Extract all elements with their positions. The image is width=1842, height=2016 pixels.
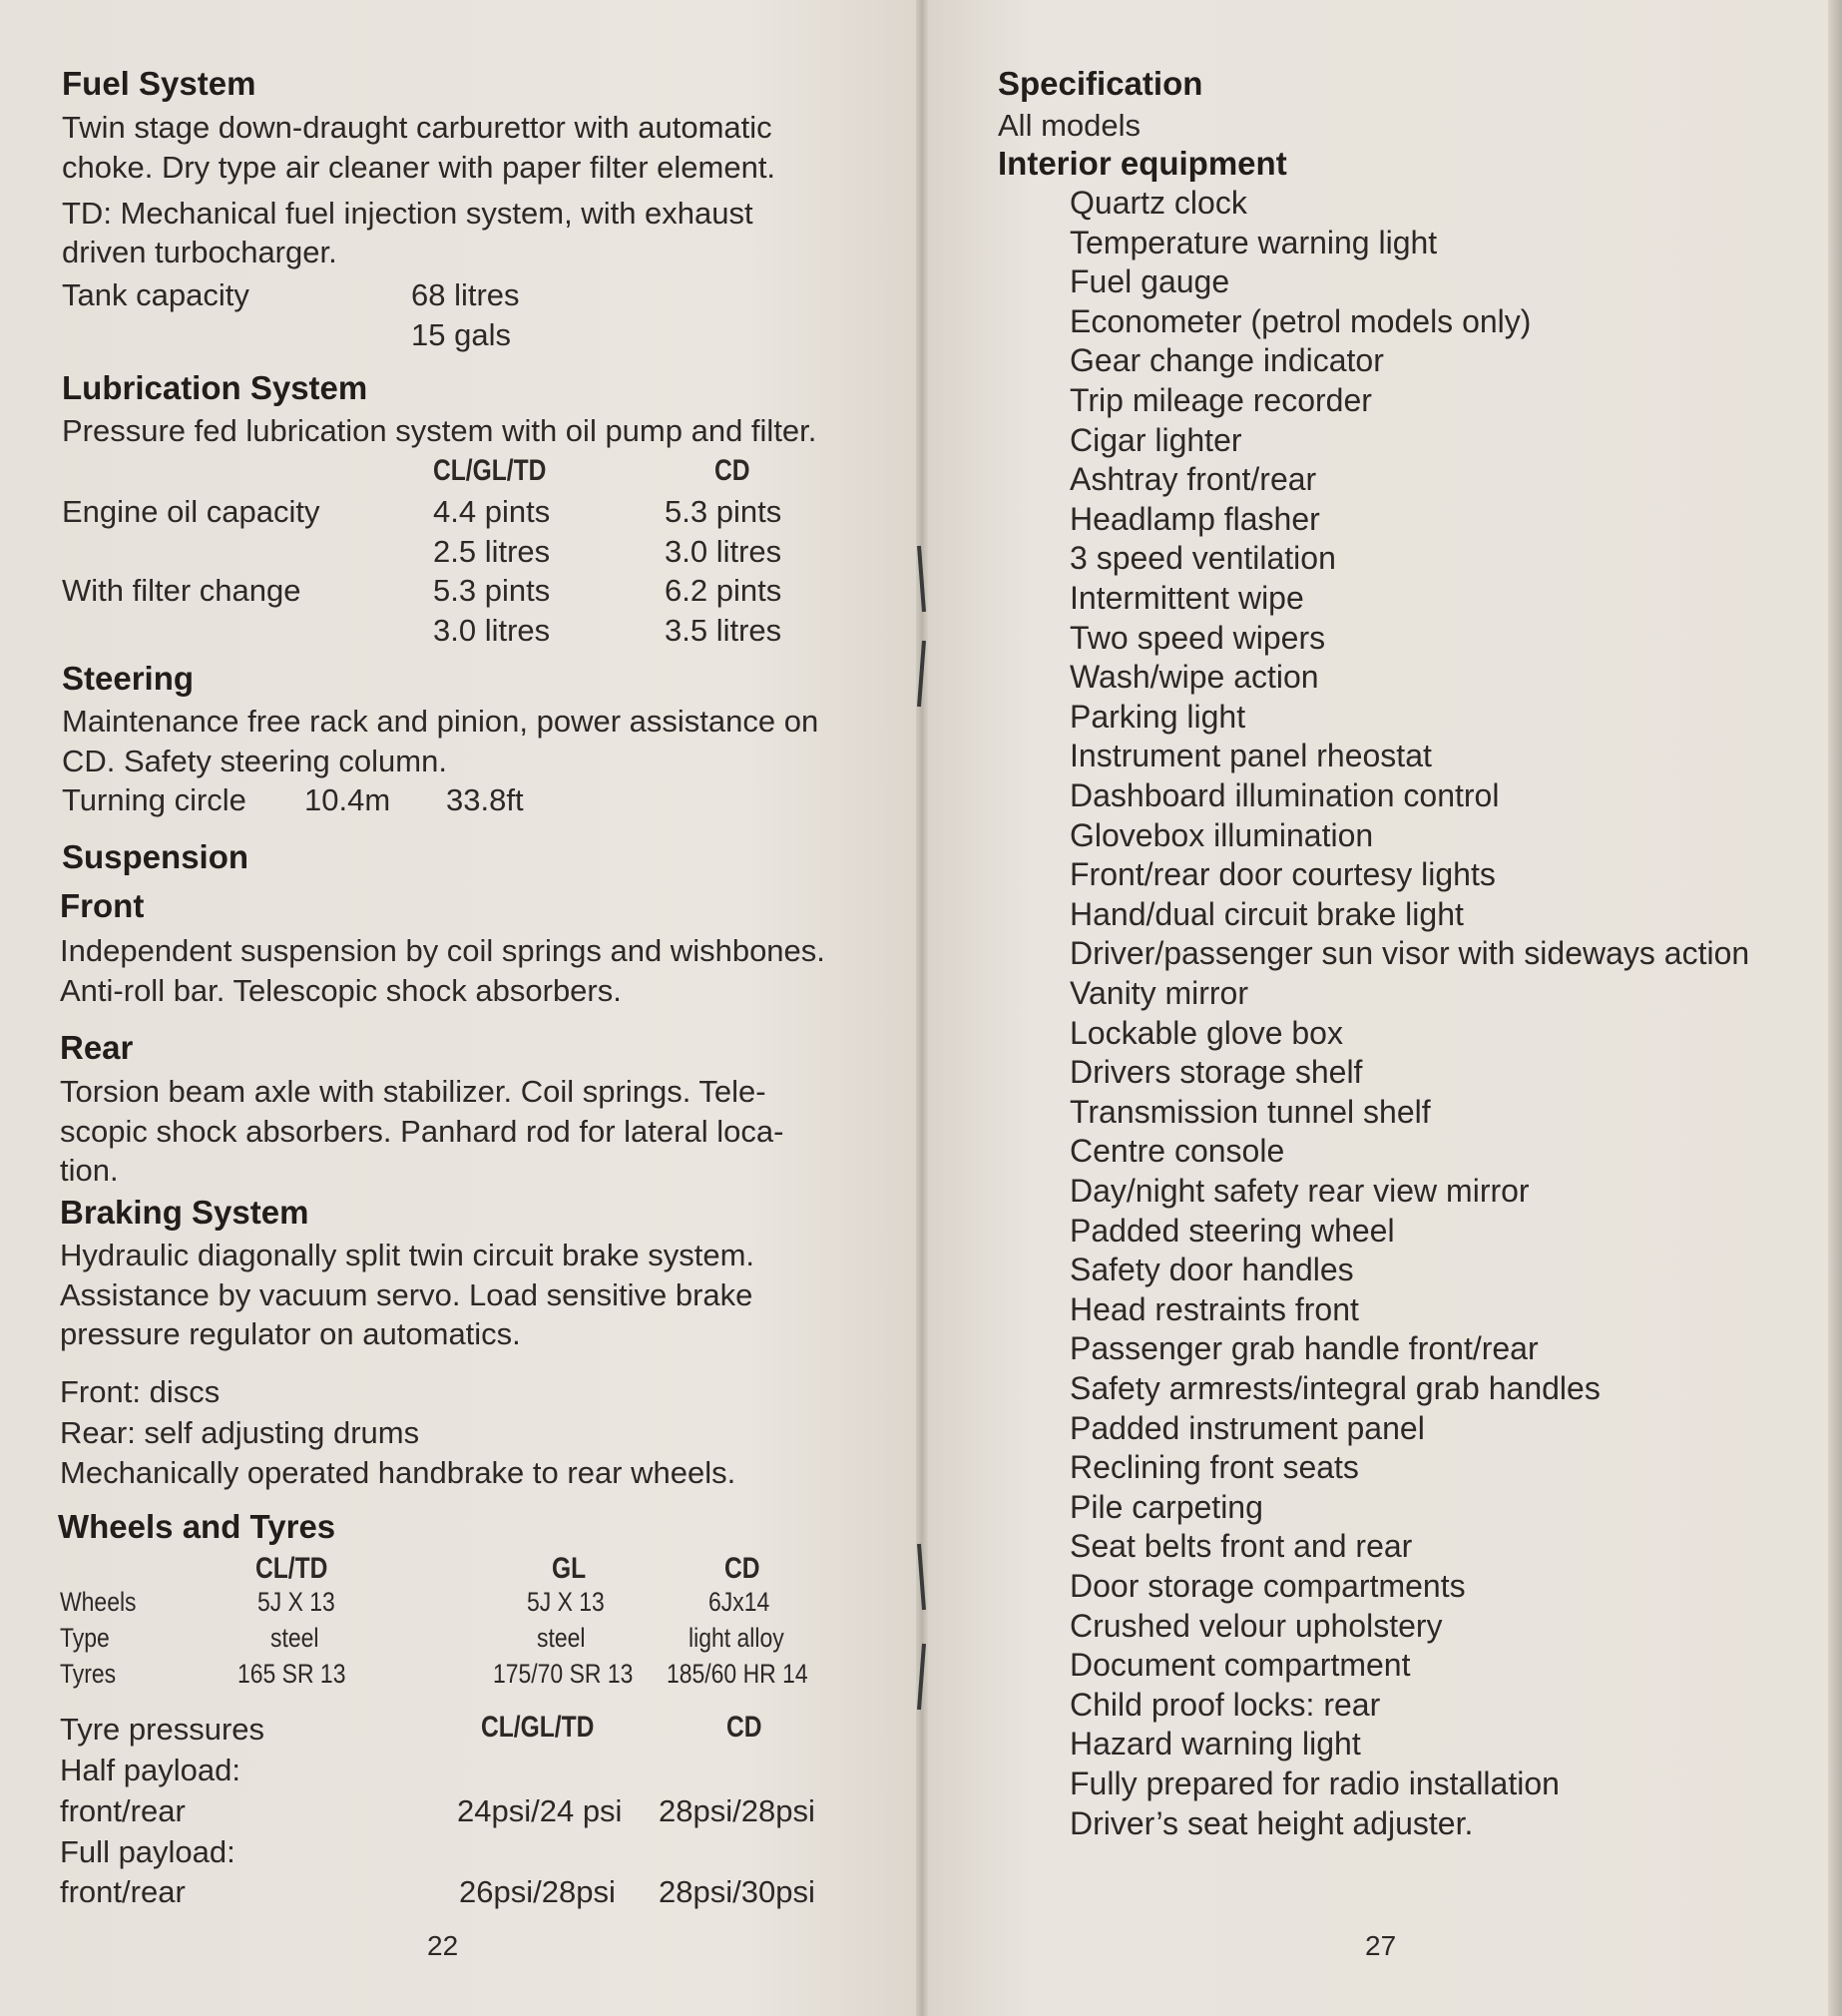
all-models-label: All models — [998, 108, 1141, 143]
engine-oil-b2: 3.0 litres — [665, 534, 782, 569]
equipment-list-item: Crushed velour upholstery — [1070, 1607, 1443, 1644]
equipment-list-item: Driver’s seat height adjuster. — [1070, 1804, 1474, 1841]
equipment-list-item: Temperature warning light — [1070, 224, 1438, 260]
equipment-list-item: Pile carpeting — [1070, 1488, 1263, 1525]
tank-capacity-gals: 15 gals — [411, 317, 511, 352]
lubrication-col-cd: CD — [714, 454, 750, 487]
type-row-label: Type — [60, 1623, 110, 1653]
equipment-list-item: Centre console — [1070, 1133, 1285, 1170]
suspension-rear-heading: Rear — [60, 1029, 134, 1066]
steering-line-1: Maintenance free rack and pinion, power assistance on — [62, 704, 819, 739]
wheels-col-cd: CD — [724, 1552, 760, 1585]
equipment-list-item: Safety armrests/integral grab handles — [1070, 1370, 1601, 1406]
equipment-list-item: Padded instrument panel — [1070, 1409, 1425, 1446]
engine-oil-a2: 2.5 litres — [433, 534, 551, 569]
braking-line-3: pressure regulator on automatics. — [60, 1316, 521, 1351]
staple — [916, 1542, 926, 1612]
fuel-line-4: driven turbocharger. — [62, 235, 337, 269]
half-payload-cd: 28psi/28psi — [659, 1793, 815, 1828]
equipment-list-item: Vanity mirror — [1070, 975, 1248, 1011]
interior-equipment-heading: Interior equipment — [998, 145, 1287, 182]
equipment-list-item: Transmission tunnel shelf — [1070, 1093, 1431, 1130]
equipment-list-item: Door storage compartments — [1070, 1568, 1466, 1604]
filter-change-a1: 5.3 pints — [433, 573, 551, 608]
tyres-row-label: Tyres — [60, 1659, 117, 1689]
fuel-line-2: choke. Dry type air cleaner with paper filter element. — [62, 150, 776, 185]
fuel-line-3: TD: Mechanical fuel injection system, with exhaust — [62, 196, 753, 231]
engine-oil-b1: 5.3 pints — [665, 494, 782, 529]
equipment-list-item: Safety door handles — [1070, 1252, 1354, 1288]
engine-oil-label: Engine oil capacity — [62, 494, 320, 529]
tyre-pressures-label: Tyre pressures — [60, 1712, 265, 1747]
rear-line-3: tion. — [60, 1153, 119, 1188]
equipment-list-item: Headlamp flasher — [1070, 500, 1320, 537]
steering-heading: Steering — [62, 660, 195, 697]
wheels-col-cltd: CL/TD — [255, 1552, 328, 1585]
tyres-cd-value: 185/60 HR 14 — [667, 1659, 808, 1689]
fuel-heading: Fuel System — [62, 65, 256, 102]
equipment-list-item: Two speed wipers — [1070, 619, 1326, 656]
tank-capacity-litres: 68 litres — [411, 277, 520, 312]
turning-circle-ft: 33.8ft — [446, 782, 524, 817]
equipment-list-item: Lockable glove box — [1070, 1014, 1343, 1051]
engine-oil-a1: 4.4 pints — [433, 494, 551, 529]
type-gl-value: steel — [537, 1623, 586, 1653]
front-line-2: Anti-roll bar. Telescopic shock absorbers. — [60, 973, 622, 1008]
equipment-list-item: Econometer (petrol models only) — [1070, 302, 1532, 339]
page-number-right: 27 — [1365, 1930, 1397, 1961]
equipment-list-item: Intermittent wipe — [1070, 580, 1304, 616]
wheels-cltd-value: 5J X 13 — [257, 1587, 335, 1617]
suspension-heading: Suspension — [62, 838, 249, 875]
filter-change-label: With filter change — [62, 573, 301, 608]
tank-capacity-label: Tank capacity — [62, 277, 249, 312]
braking-front: Front: discs — [60, 1374, 221, 1409]
filter-change-a2: 3.0 litres — [433, 613, 551, 648]
filter-change-b1: 6.2 pints — [665, 573, 782, 608]
rear-line-2: scopic shock absorbers. Panhard rod for lateral loca- — [60, 1114, 784, 1149]
rear-line-1: Torsion beam axle with stabilizer. Coil springs. Tele- — [60, 1074, 766, 1109]
wheels-heading: Wheels and Tyres — [58, 1508, 336, 1545]
braking-heading: Braking System — [60, 1194, 309, 1231]
equipment-list-item: Front/rear door courtesy lights — [1070, 856, 1496, 893]
turning-circle-m: 10.4m — [304, 782, 391, 817]
equipment-list-item: Head restraints front — [1070, 1290, 1359, 1327]
page-number-left: 22 — [427, 1930, 459, 1961]
type-cltd-value: steel — [270, 1623, 319, 1653]
booklet-gutter — [916, 0, 928, 2016]
equipment-list-item: Trip mileage recorder — [1070, 382, 1372, 418]
equipment-list-item: 3 speed ventilation — [1070, 540, 1336, 577]
tyres-cltd-value: 165 SR 13 — [237, 1659, 346, 1689]
staple — [916, 544, 926, 614]
wheels-gl-value: 5J X 13 — [527, 1587, 605, 1617]
equipment-list-item: Hand/dual circuit brake light — [1070, 895, 1464, 932]
steering-line-2: CD. Safety steering column. — [62, 744, 447, 778]
braking-line-2: Assistance by vacuum servo. Load sensitive brake — [60, 1277, 753, 1312]
equipment-list-item: Padded steering wheel — [1070, 1212, 1395, 1249]
tyres-gl-value: 175/70 SR 13 — [493, 1659, 634, 1689]
full-payload-cd: 28psi/30psi — [659, 1874, 815, 1909]
full-payload-label: Full payload: — [60, 1834, 235, 1869]
wheels-cd-value: 6Jx14 — [708, 1587, 770, 1617]
equipment-list-item: Gear change indicator — [1070, 342, 1384, 379]
pressure-col-cd: CD — [726, 1711, 762, 1744]
page-edge — [1828, 0, 1842, 2016]
turning-circle-label: Turning circle — [62, 782, 246, 817]
equipment-list-item: Ashtray front/rear — [1070, 461, 1317, 498]
staple — [916, 1642, 926, 1712]
half-payload-front-rear: front/rear — [60, 1793, 186, 1828]
equipment-list-item: Hazard warning light — [1070, 1726, 1361, 1763]
equipment-list-item: Child proof locks: rear — [1070, 1686, 1381, 1723]
equipment-list-item: Glovebox illumination — [1070, 816, 1374, 853]
filter-change-b2: 3.5 litres — [665, 613, 782, 648]
equipment-list-item: Fuel gauge — [1070, 263, 1230, 300]
equipment-list-item: Cigar lighter — [1070, 421, 1242, 458]
equipment-list-item: Dashboard illumination control — [1070, 777, 1500, 813]
front-line-1: Independent suspension by coil springs and wishbones. — [60, 933, 825, 968]
pressure-col-clgltd: CL/GL/TD — [481, 1711, 595, 1744]
suspension-front-heading: Front — [60, 887, 145, 924]
equipment-list-item: Driver/passenger sun visor with sideways action — [1070, 935, 1750, 972]
equipment-list-item: Reclining front seats — [1070, 1449, 1359, 1486]
half-payload-label: Half payload: — [60, 1753, 240, 1787]
wheels-col-gl: GL — [552, 1552, 587, 1585]
equipment-list-item: Parking light — [1070, 698, 1246, 735]
lubrication-heading: Lubrication System — [62, 369, 368, 406]
braking-rear: Rear: self adjusting drums — [60, 1415, 420, 1450]
equipment-list-item: Passenger grab handle front/rear — [1070, 1330, 1539, 1367]
lubrication-line: Pressure fed lubrication system with oil pump and filter. — [62, 413, 817, 448]
equipment-list-item: Quartz clock — [1070, 185, 1247, 221]
type-cd-value: light alloy — [689, 1623, 784, 1653]
braking-line-1: Hydraulic diagonally split twin circuit brake system. — [60, 1238, 755, 1272]
fuel-line-1: Twin stage down-draught carburettor with automatic — [62, 110, 772, 145]
equipment-list-item: Fully prepared for radio installation — [1070, 1765, 1560, 1801]
braking-handbrake: Mechanically operated handbrake to rear wheels. — [60, 1455, 736, 1490]
equipment-list-item: Drivers storage shelf — [1070, 1054, 1363, 1091]
equipment-list-item: Day/night safety rear view mirror — [1070, 1173, 1530, 1209]
wheels-row-label: Wheels — [60, 1587, 137, 1617]
equipment-list-item: Document compartment — [1070, 1647, 1411, 1684]
equipment-list-item: Seat belts front and rear — [1070, 1528, 1413, 1565]
half-payload-clgltd: 24psi/24 psi — [457, 1793, 623, 1828]
staple — [916, 639, 926, 709]
equipment-list-item: Instrument panel rheostat — [1070, 738, 1432, 774]
specification-heading: Specification — [998, 65, 1203, 102]
lubrication-col-clgltd: CL/GL/TD — [433, 454, 547, 487]
full-payload-clgltd: 26psi/28psi — [459, 1874, 616, 1909]
equipment-list-item: Wash/wipe action — [1070, 659, 1319, 696]
full-payload-front-rear: front/rear — [60, 1874, 186, 1909]
